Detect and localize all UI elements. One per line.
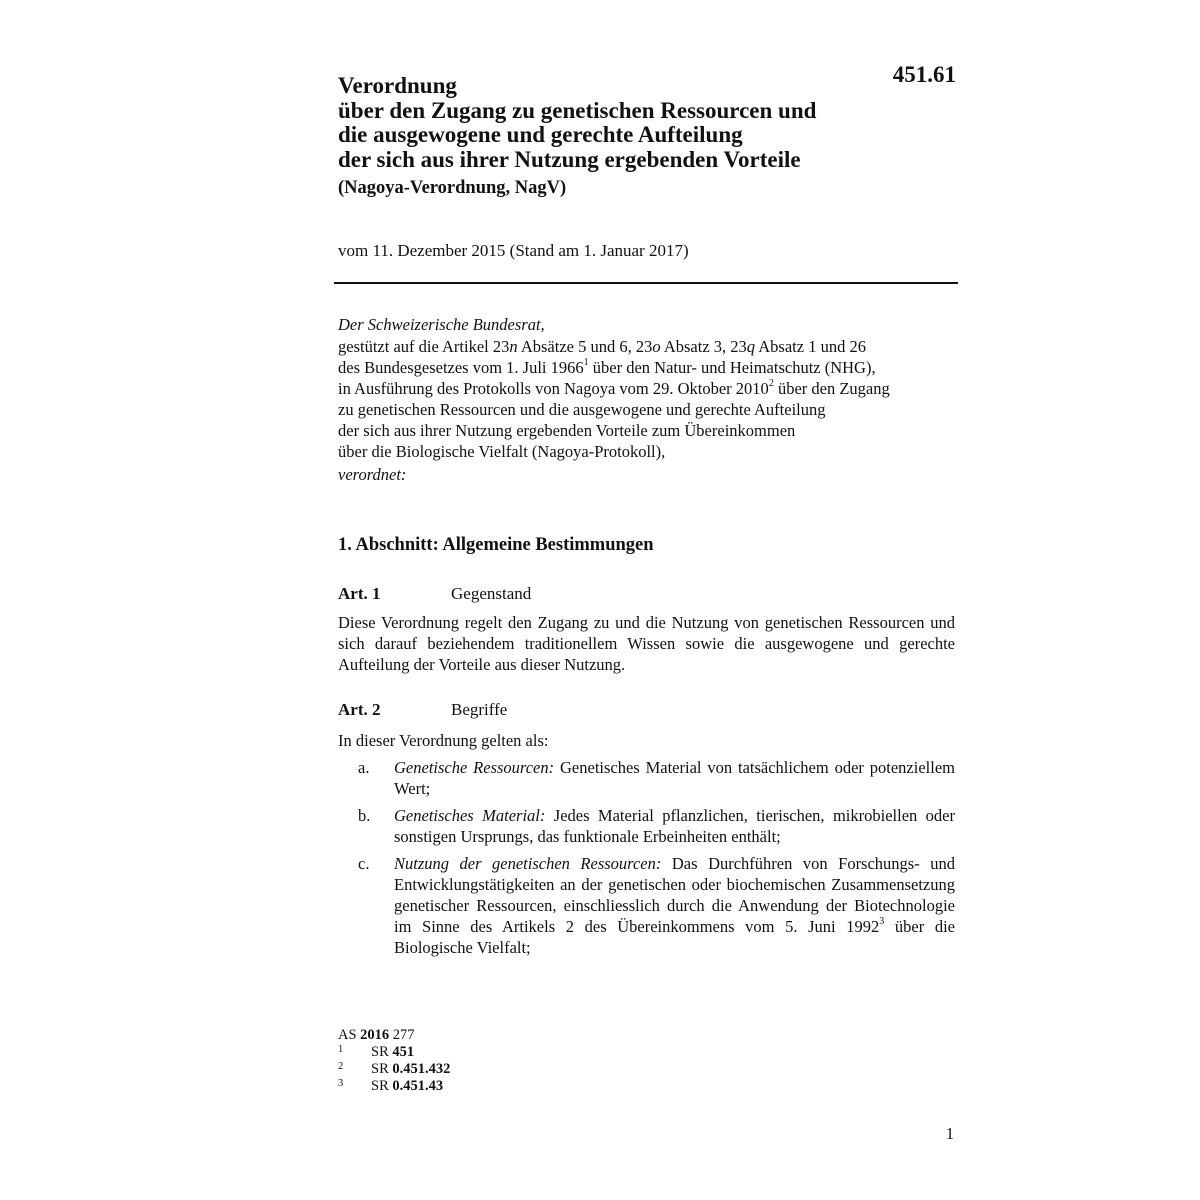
article-1-heading bbox=[338, 584, 531, 604]
date-line: vom 11. Dezember 2015 (Stand am 1. Januar 2017) bbox=[338, 241, 689, 260]
issuer: Der Schweizerische Bundesrat, bbox=[338, 315, 545, 334]
list-item bbox=[338, 805, 955, 847]
article-suffix: o bbox=[652, 337, 661, 356]
definitions-list bbox=[338, 757, 955, 964]
as-page: 277 bbox=[389, 1027, 415, 1043]
article-number: Art. 2 bbox=[338, 700, 381, 719]
sr-number: 451.61 bbox=[892, 62, 956, 87]
footnote-ref-number[interactable]: 0.451.43 bbox=[392, 1078, 444, 1094]
footnote-ref[interactable]: 1 bbox=[583, 357, 589, 368]
preamble-text: gestützt auf die Artikel 23 bbox=[338, 337, 510, 356]
footnote-ref-number[interactable]: 0.451.432 bbox=[392, 1061, 451, 1077]
list-item bbox=[338, 853, 955, 958]
list-item bbox=[338, 757, 955, 799]
as-year: 2016 bbox=[360, 1027, 390, 1043]
title-line: die ausgewogene und gerechte Aufteilung bbox=[338, 122, 743, 147]
article-suffix: q bbox=[746, 337, 756, 356]
footnote-ref-number[interactable]: 451 bbox=[392, 1044, 415, 1060]
article-suffix: n bbox=[509, 337, 518, 356]
footnote-mark: 1 bbox=[338, 1044, 344, 1055]
preamble-text: in Ausführung des Protokolls von Nagoya vom 29. Oktober 2010 bbox=[338, 379, 769, 398]
footnote-ref[interactable]: 3 bbox=[879, 916, 885, 927]
definition-text: Das Durchführen von Forschungs- und Entwicklungstätigkeiten an der genetischen oder biochemischen Zusammensetzung genetischer Ressourcen, einschliesslich durch die Anwendung der Biotechnologie im Sinne des Artikels 2 des Übereinkommens vom 5. Juni 1992 bbox=[394, 854, 955, 936]
footnote-prefix: SR bbox=[371, 1078, 393, 1094]
title-line: über den Zugang zu genetischen Ressourcen und bbox=[338, 97, 817, 123]
article-2-intro: In dieser Verordnung gelten als: bbox=[338, 731, 549, 750]
article-title: Gegenstand bbox=[451, 584, 532, 603]
article-number: Art. 1 bbox=[338, 584, 381, 603]
page-number: 1 bbox=[945, 1124, 954, 1143]
preamble-text: des Bundesgesetzes vom 1. Juli 1966 bbox=[338, 358, 584, 377]
footnote-prefix: SR bbox=[371, 1061, 393, 1077]
list-letter: c. bbox=[358, 854, 370, 873]
preamble-text: Absatz 1 und 26 bbox=[755, 337, 866, 356]
official-compilation-ref bbox=[338, 1027, 450, 1044]
preamble-text: Absätze 5 und 6, 23 bbox=[517, 337, 653, 356]
preamble-line: zu genetischen Ressourcen und die ausgewogene und gerechte Aufteilung bbox=[338, 400, 826, 419]
preamble-line: über die Biologische Vielfalt (Nagoya-Protokoll), bbox=[338, 442, 666, 461]
definition-text: über die Biologische Vielfalt; bbox=[394, 917, 955, 957]
preamble bbox=[338, 314, 958, 485]
preamble-text: Absatz 3, 23 bbox=[660, 337, 747, 356]
definition-text: Genetisches Material von tatsächlichem oder potenziellem Wert; bbox=[394, 758, 955, 798]
as-prefix: AS bbox=[338, 1027, 361, 1043]
defined-term: Genetisches Material: bbox=[394, 806, 546, 825]
defined-term: Genetische Ressourcen: bbox=[394, 758, 555, 777]
preamble-line bbox=[338, 336, 958, 357]
footnote-ref[interactable]: 2 bbox=[768, 378, 774, 389]
article-title: Begriffe bbox=[451, 700, 508, 719]
footnote bbox=[338, 1044, 450, 1061]
preamble-text: über den Zugang bbox=[773, 379, 890, 398]
footnote-mark: 3 bbox=[338, 1078, 344, 1089]
article-2-heading bbox=[338, 700, 507, 720]
section-heading: 1. Abschnitt: Allgemeine Bestimmungen bbox=[338, 535, 654, 555]
short-title: (Nagoya-Verordnung, NagV) bbox=[338, 178, 567, 198]
preamble-line: der sich aus ihrer Nutzung ergebenden Vorteile zum Übereinkommen bbox=[338, 421, 796, 440]
article-1-text: Diese Verordnung regelt den Zugang zu und die Nutzung von genetischen Ressourcen und sich darauf beziehendem traditionellem Wissen sowie die ausgewogene und gerechte Aufteilung der Vorteile aus dieser Nutzung. bbox=[338, 613, 955, 674]
document-title bbox=[338, 74, 938, 172]
list-letter: a. bbox=[358, 758, 370, 777]
enacting-clause: verordnet: bbox=[338, 465, 407, 484]
footnotes bbox=[338, 1027, 450, 1095]
preamble-text: über den Natur- und Heimatschutz (NHG), bbox=[588, 358, 876, 377]
title-line: der sich aus ihrer Nutzung ergebenden Vorteile bbox=[338, 146, 801, 172]
list-letter: b. bbox=[358, 806, 371, 825]
definition-text: Jedes Material pflanzlichen, tierischen, mikrobiellen oder sonstigen Ursprungs, das funktionale Erbeinheiten enthält; bbox=[394, 806, 955, 846]
footnote-mark: 2 bbox=[338, 1061, 344, 1072]
horizontal-rule bbox=[334, 282, 958, 284]
preamble-line bbox=[338, 378, 958, 399]
preamble-line bbox=[338, 357, 958, 378]
defined-term: Nutzung der genetischen Ressourcen: bbox=[394, 854, 662, 873]
footnote-prefix: SR bbox=[371, 1044, 393, 1060]
footnote bbox=[338, 1061, 450, 1078]
footnote bbox=[338, 1078, 450, 1095]
title-line: Verordnung bbox=[338, 73, 457, 98]
